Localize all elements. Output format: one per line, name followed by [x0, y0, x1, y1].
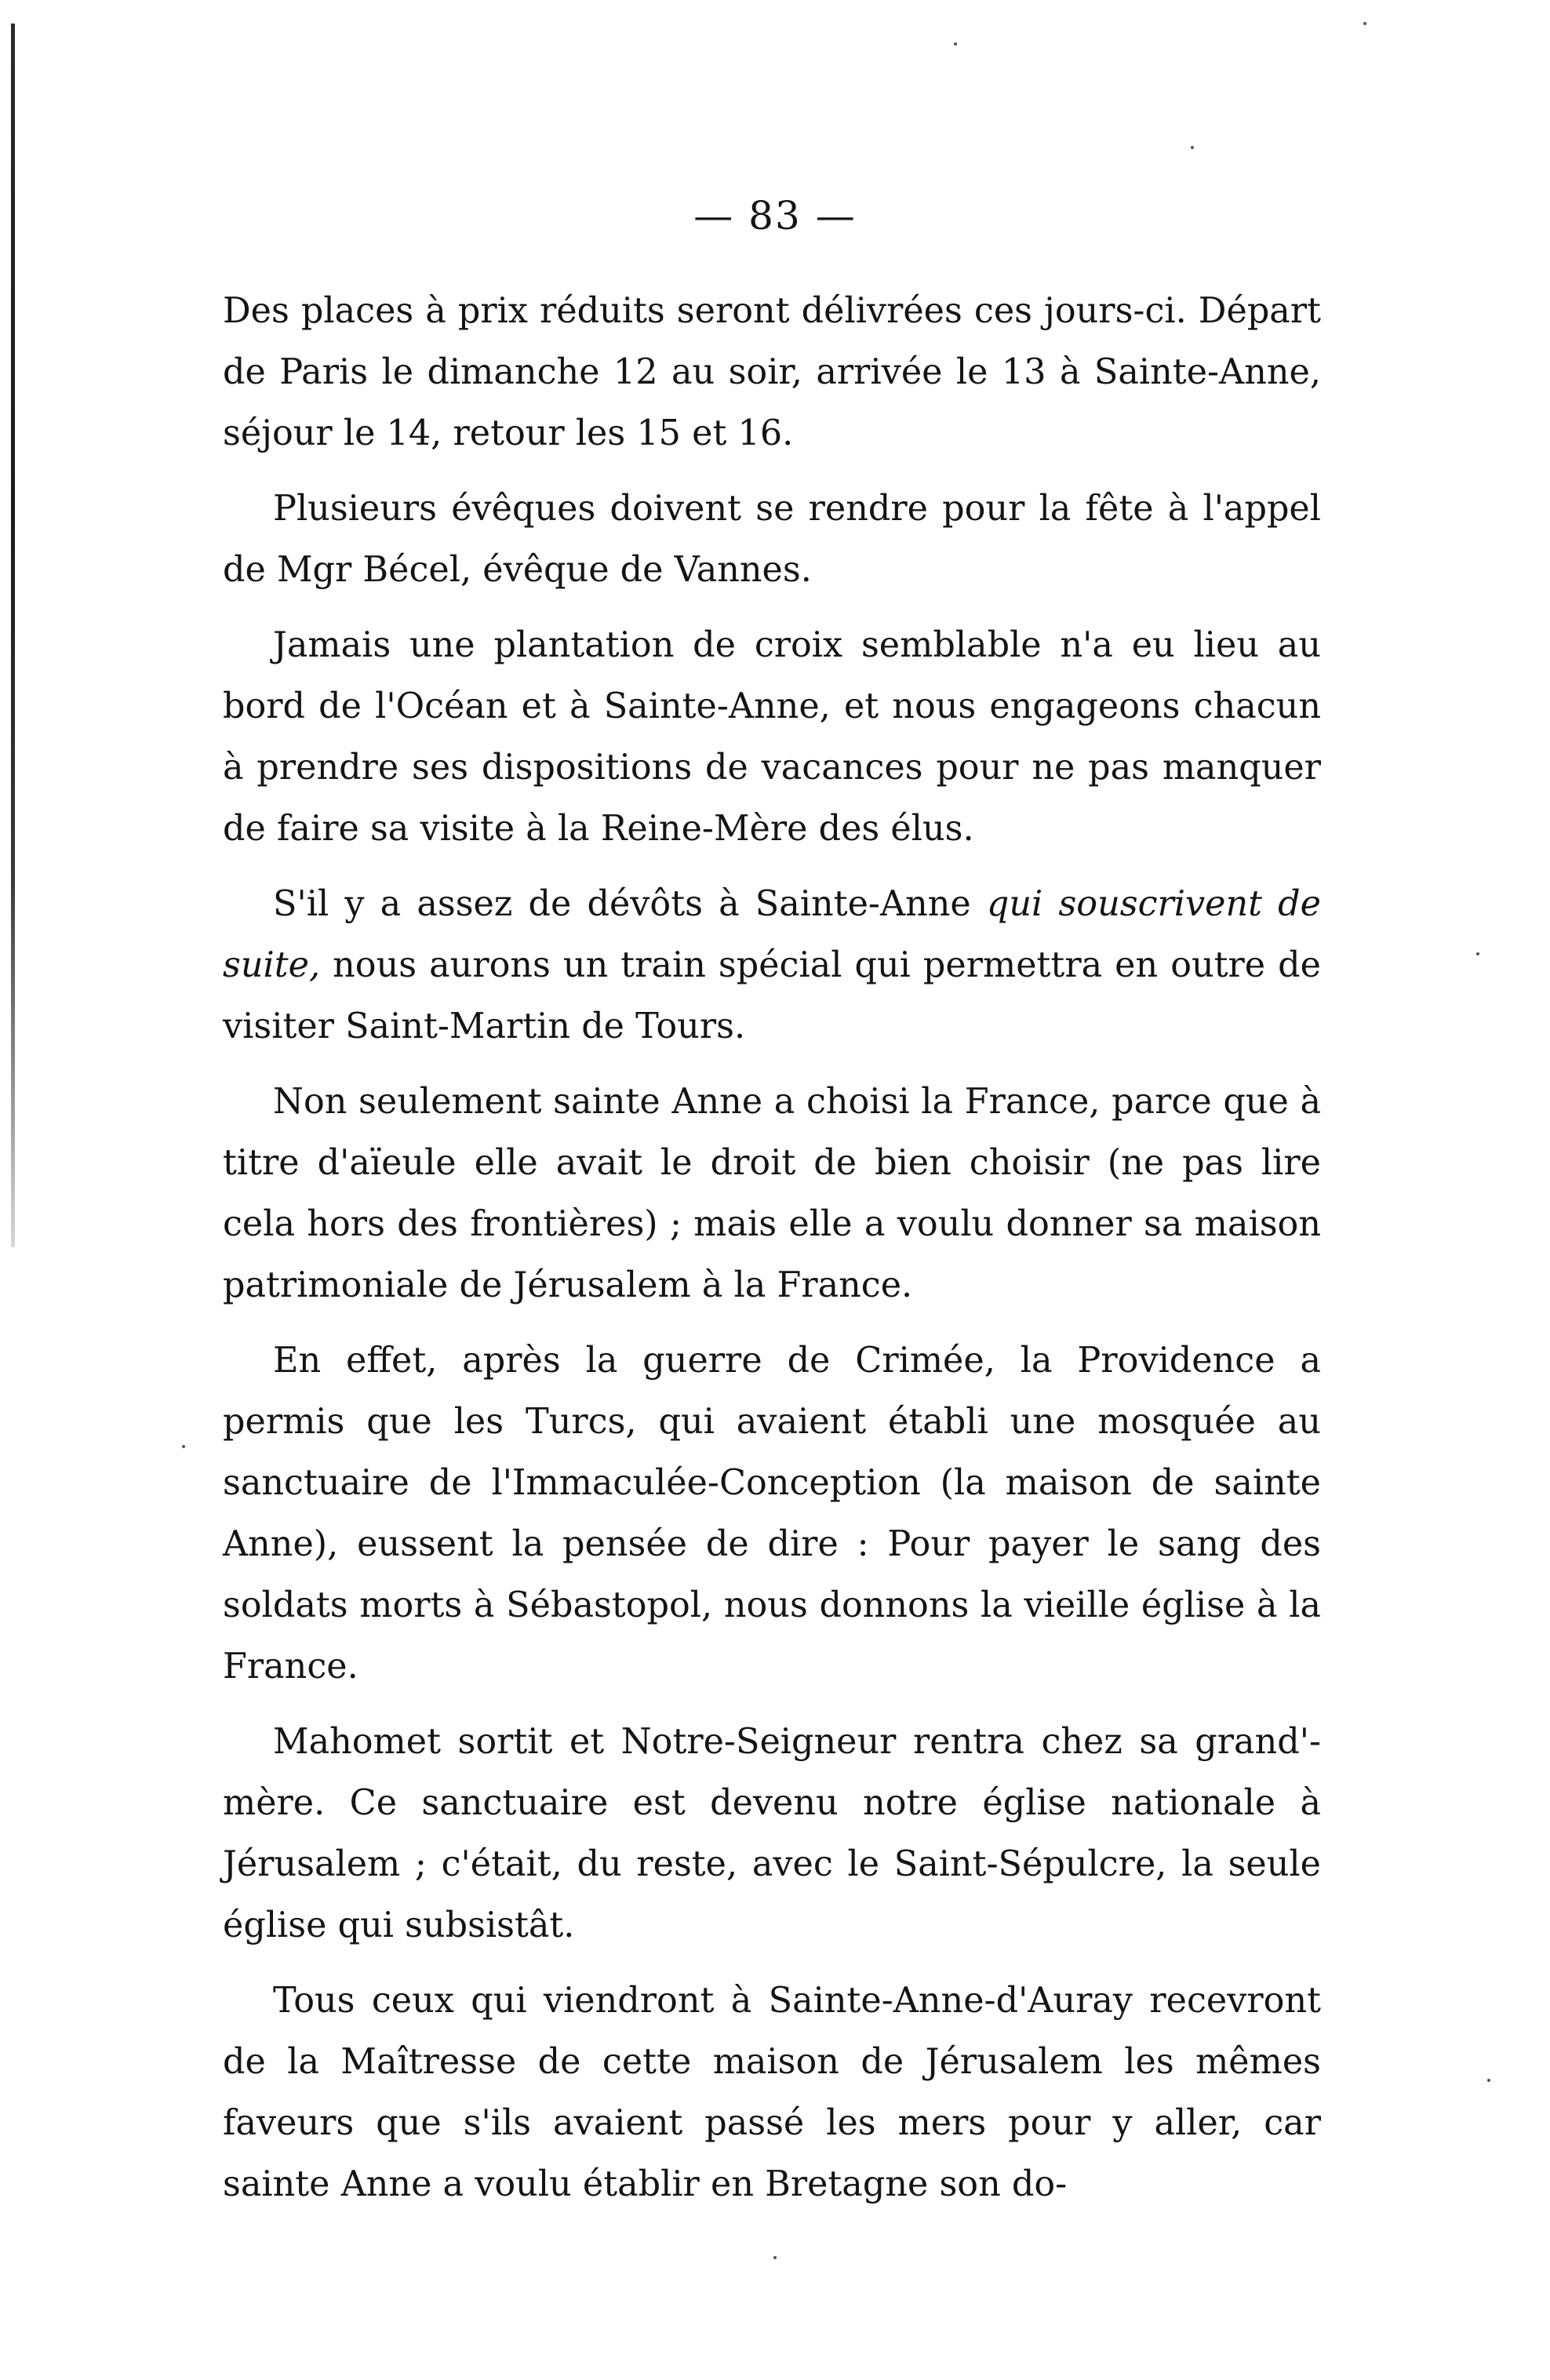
- scan-speck: [1191, 146, 1194, 149]
- scan-speck: [1487, 2079, 1490, 2082]
- paragraph: [223, 874, 1321, 1057]
- paragraph: Non seulement sainte Anne a choisi la France, parce que à titre d'aïeule elle avait le droit de bien choisir (ne pas lire cela hors des frontières) ; mais elle a voulu donner sa maison patrimoniale de Jérusalem à la France.: [223, 1082, 1321, 1305]
- paragraph: Mahomet sortit et Notre-Seigneur rentra chez sa grand'-mère. Ce sanctuaire est devenu notre église nationale à Jérusalem ; c'était, du reste, avec le Saint-Sépulcre, la seule église qui subsistât.: [223, 1722, 1321, 1945]
- scan-speck: [773, 2256, 777, 2259]
- scan-speck: [182, 1445, 185, 1448]
- page-number: — 83 —: [693, 193, 857, 238]
- paragraph-text: nous aurons un train spécial qui permettra en outre de visiter Saint-Martin de Tours.: [223, 945, 1321, 1046]
- paragraph: Tous ceux qui viendront à Sainte-Anne-d'Auray recevront de la Maîtresse de cette maison de Jérusalem les mêmes faveurs que s'ils avaient passé les mers pour y aller, car sainte Anne a voulu établir en Bretagne son do-: [223, 1981, 1321, 2204]
- body-text: [223, 281, 1321, 2229]
- scan-speck: [1476, 952, 1479, 955]
- paragraph-text: S'il y a assez de dévôts à Sainte-Anne: [273, 884, 987, 924]
- paragraph: En effet, après la guerre de Crimée, la Providence a permis que les Turcs, qui avaient établi une mosquée au sanctuaire de l'Immaculée-Conception (la maison de sainte Anne), eussent la pensée de dire : Pour payer le sang des soldats morts à Sébastopol, nous donnons la vieille église à la France.: [223, 1341, 1321, 1687]
- paragraph: Plusieurs évêques doivent se rendre pour la fête à l'appel de Mgr Bécel, évêque de Vannes.: [223, 489, 1321, 590]
- italic-phrase: qui souscrivent de suite,: [223, 884, 1321, 985]
- scan-speck: [954, 42, 957, 45]
- scan-speck: [1363, 22, 1366, 25]
- paragraph: Des places à prix réduits seront délivrées ces jours-ci. Départ de Paris le dimanche 12 au soir, arrivée le 13 à Sainte-Anne, séjour le 14, retour les 15 et 16.: [223, 291, 1321, 453]
- paragraph: Jamais une plantation de croix semblable n'a eu lieu au bord de l'Océan et à Sainte-Anne, et nous engageons chacun à prendre ses dispositions de vacances pour ne pas manquer de faire sa visite à la Reine-Mère des élus.: [223, 625, 1321, 849]
